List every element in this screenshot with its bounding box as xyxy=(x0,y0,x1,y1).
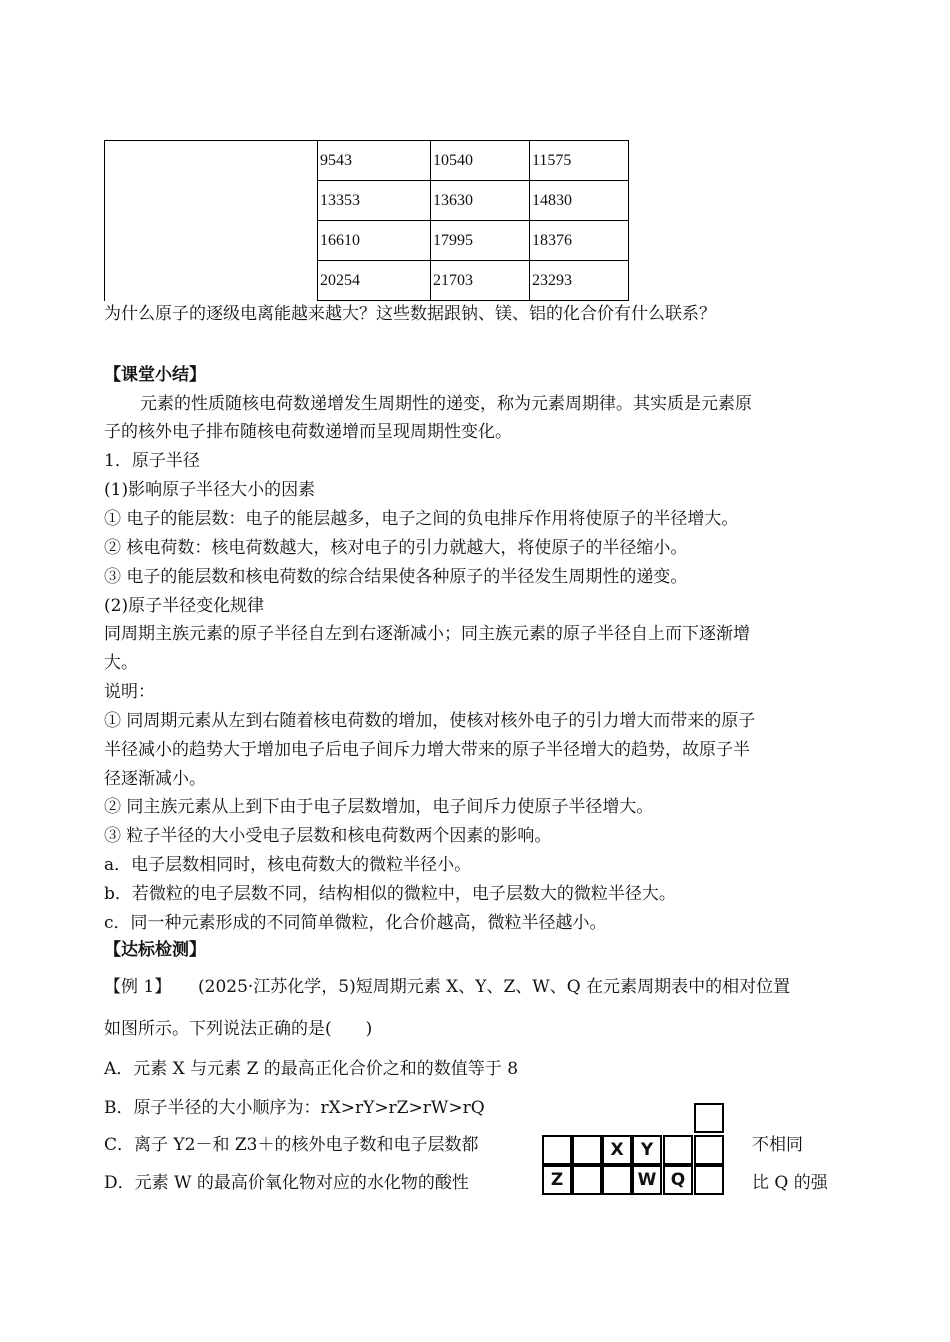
question-text: 为什么原子的逐级电离能越来越大？这些数据跟钠、镁、铝的化合价有什么联系？ xyxy=(104,304,716,324)
factor-2: ② 核电荷数：核电荷数越大，核对电子的引力就越大，将使原子的半径缩小。 xyxy=(104,538,688,558)
grid-cell-empty xyxy=(602,1165,632,1195)
table-blank-cell xyxy=(105,141,318,301)
option-a: A．元素 X 与元素 Z 的最高正化合价之和的数值等于 8 xyxy=(104,1059,519,1079)
grid-cell-empty xyxy=(694,1165,724,1195)
note-1-line-2: 半径减小的趋势大于增加电子后电子间斥力增大带来的原子半径增大的趋势，故原子半 xyxy=(104,740,750,760)
ionization-energy-table xyxy=(104,140,629,301)
note-3: ③ 粒子半径的大小受电子层数和核电荷数两个因素的影响。 xyxy=(104,826,552,846)
grid-cell-w: W xyxy=(632,1165,662,1195)
summary-intro-1: 元素的性质随核电荷数递增发生周期性的递变，称为元素周期律。其实质是元素原 xyxy=(140,394,752,414)
grid-cell-empty xyxy=(694,1135,724,1165)
table-cell: 21703 xyxy=(431,261,530,301)
option-b: B．原子半径的大小顺序为：rX>rY>rZ>rW>rQ xyxy=(104,1098,485,1118)
grid-cell-empty xyxy=(572,1135,602,1165)
point-c: c．同一种元素形成的不同简单微粒，化合价越高，微粒半径越小。 xyxy=(104,913,607,933)
point-b: b．若微粒的电子层数不同，结构相似的微粒中，电子层数大的微粒半径大。 xyxy=(104,884,676,904)
table-cell: 17995 xyxy=(431,221,530,261)
grid-cell-q: Q xyxy=(663,1165,693,1195)
table-cell: 13353 xyxy=(318,181,431,221)
option-c-end: 不相同 xyxy=(752,1135,803,1155)
check-heading: 【达标检测】 xyxy=(104,940,206,960)
note-1-line-3: 径逐渐减小。 xyxy=(104,769,206,789)
note-label: 说明： xyxy=(104,682,155,702)
note-2: ② 同主族元素从上到下由于电子层数增加，电子间斥力使原子半径增大。 xyxy=(104,797,654,817)
table-cell: 13630 xyxy=(431,181,530,221)
option-d: D．元素 W 的最高价氧化物对应的水化物的酸性 xyxy=(104,1173,469,1193)
table-cell: 18376 xyxy=(530,221,629,261)
note-1-line-1: ① 同周期元素从左到右随着核电荷数的增加，使核对核外电子的引力增大而带来的原子 xyxy=(104,711,756,731)
point-a: a．电子层数相同时，核电荷数大的微粒半径小。 xyxy=(104,855,472,875)
example-text-2: 如图所示。下列说法正确的是( ) xyxy=(104,1019,373,1039)
table-cell: 23293 xyxy=(530,261,629,301)
summary-heading: 【课堂小结】 xyxy=(104,365,206,385)
sub-factors: (1)影响原子半径大小的因素 xyxy=(104,480,316,500)
grid-cell-y: Y xyxy=(632,1135,662,1165)
example-label: 【例 1】 xyxy=(104,977,172,997)
table-cell: 11575 xyxy=(530,141,629,181)
grid-cell-empty xyxy=(694,1103,724,1133)
factor-3: ③ 电子的能层数和核电荷数的综合结果使各种原子的半径发生周期性的递变。 xyxy=(104,567,688,587)
table-cell: 20254 xyxy=(318,261,431,301)
summary-intro-2: 子的核外电子排布随核电荷数递增而呈现周期性变化。 xyxy=(104,422,512,442)
grid-cell-empty xyxy=(663,1135,693,1165)
periodic-table-fragment xyxy=(542,1103,726,1197)
table-cell: 9543 xyxy=(318,141,431,181)
sub-rules: (2)原子半径变化规律 xyxy=(104,596,265,616)
rule-line-1: 同周期主族元素的原子半径自左到右逐渐减小；同主族元素的原子半径自上而下逐渐增 xyxy=(104,624,750,644)
item-atomic-radius: 1．原子半径 xyxy=(104,451,200,471)
rule-line-2: 大。 xyxy=(104,653,138,673)
table-cell: 16610 xyxy=(318,221,431,261)
grid-cell-empty xyxy=(572,1165,602,1195)
grid-cell-empty xyxy=(542,1135,572,1165)
grid-cell-x: X xyxy=(602,1135,632,1165)
table-cell: 10540 xyxy=(431,141,530,181)
factor-1: ① 电子的能层数：电子的能层越多，电子之间的负电排斥作用将使原子的半径增大。 xyxy=(104,509,739,529)
option-d-end: 比 Q 的强 xyxy=(752,1173,828,1193)
grid-cell-z: Z xyxy=(542,1165,572,1195)
option-c: C．离子 Y2－和 Z3＋的核外电子数和电子层数都 xyxy=(104,1135,479,1155)
example-text: (2025·江苏化学，5)短周期元素 X、Y、Z、W、Q 在元素周期表中的相对位置 xyxy=(198,977,791,997)
table-cell: 14830 xyxy=(530,181,629,221)
